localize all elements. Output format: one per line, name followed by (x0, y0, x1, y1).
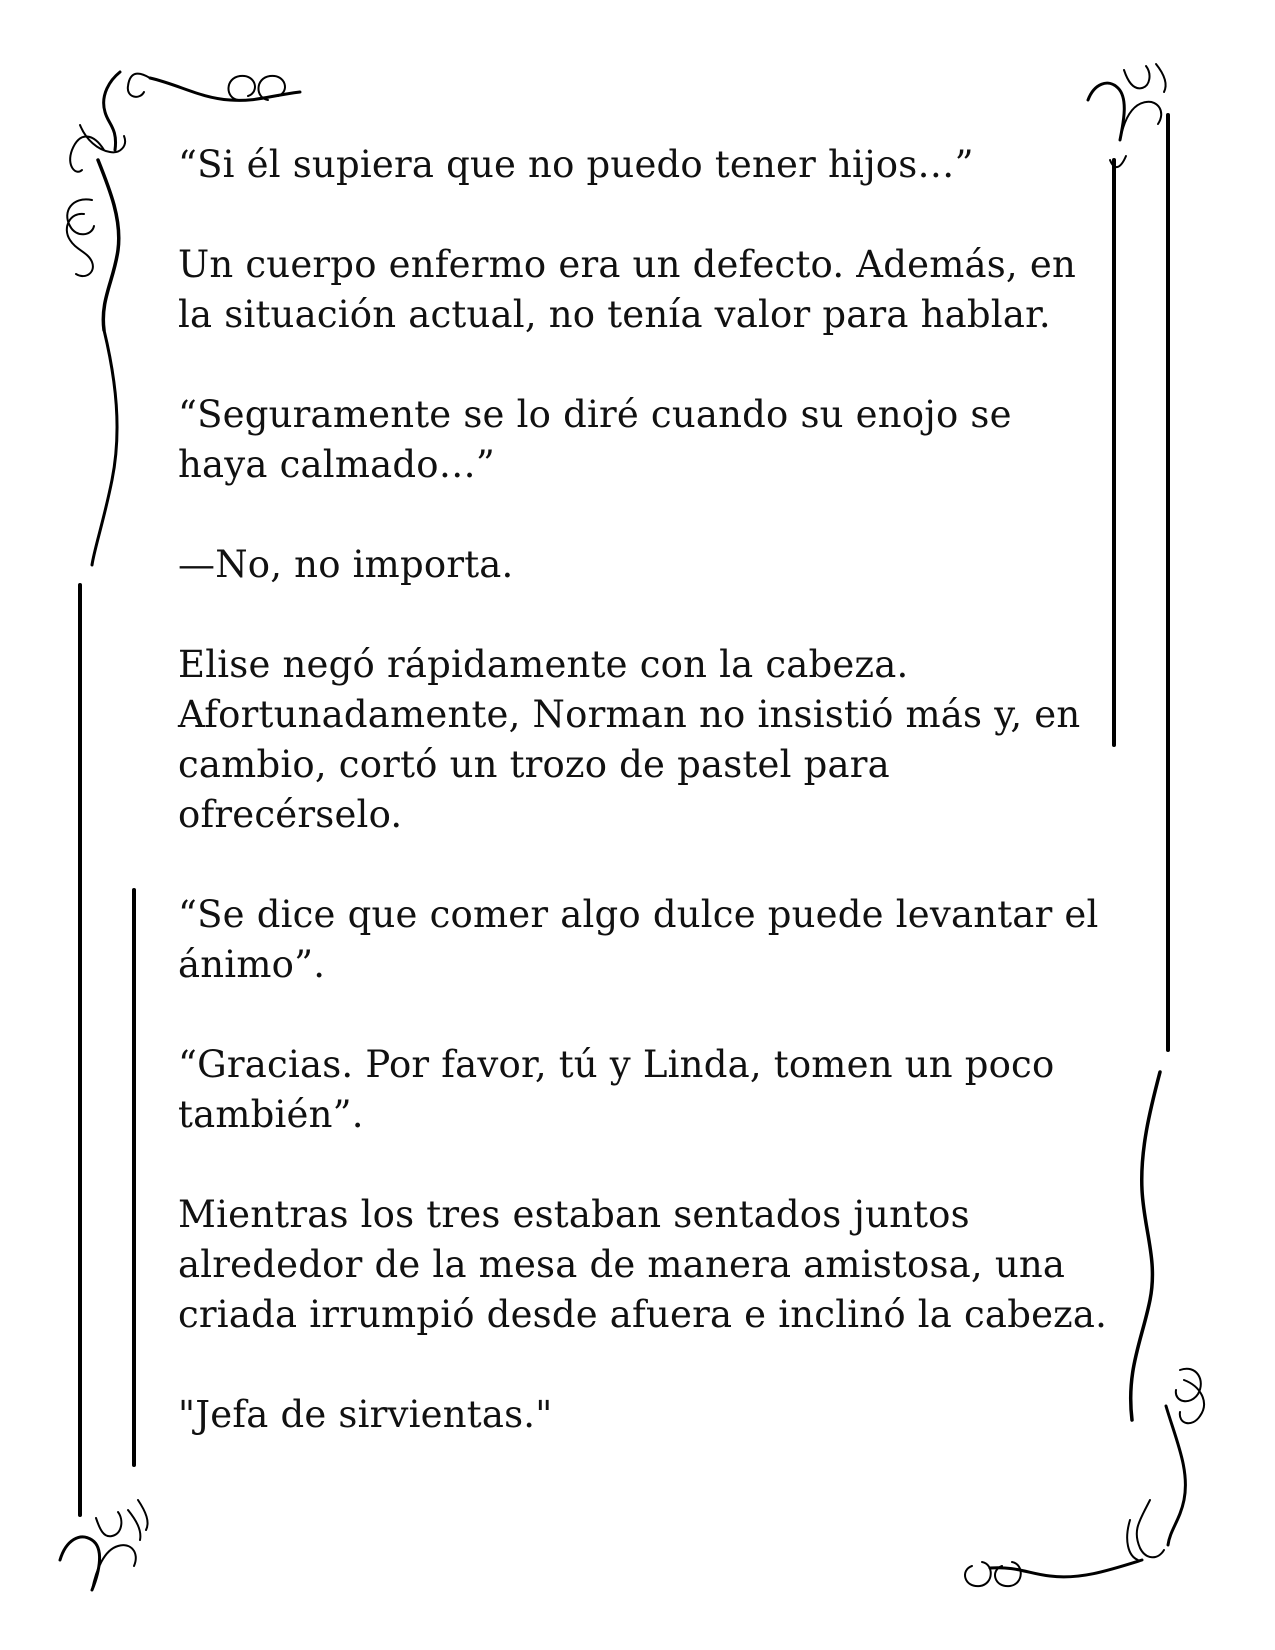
paragraph: “Gracias. Por favor, tú y Linda, tomen un poco también”. (178, 1043, 1055, 1136)
paragraph: “Si él supiera que no puedo tener hijos…” (178, 143, 974, 186)
paragraph: "Jefa de sirvientas." (178, 1393, 553, 1436)
paragraph: “Se dice que comer algo dulce puede levantar el ánimo”. (178, 893, 1099, 986)
bottom-left-flourish-icon (60, 1500, 148, 1590)
page-text (178, 140, 1108, 1490)
paragraph: “Seguramente se lo diré cuando su enojo se haya calmado…” (178, 393, 1012, 486)
paragraph: Elise negó rápidamente con la cabeza. Afortunadamente, Norman no insistió más y, en cambio, cortó un trozo de pastel para ofrecérselo. (178, 643, 1081, 836)
paragraph: Un cuerpo enfermo era un defecto. Además, en la situación actual, no tenía valor para hablar. (178, 243, 1076, 336)
paragraph: Mientras los tres estaban sentados juntos alrededor de la mesa de manera amistosa, una criada irrumpió desde afuera e inclinó la cabeza. (178, 1193, 1108, 1336)
paragraph: —No, no importa. (178, 543, 514, 586)
